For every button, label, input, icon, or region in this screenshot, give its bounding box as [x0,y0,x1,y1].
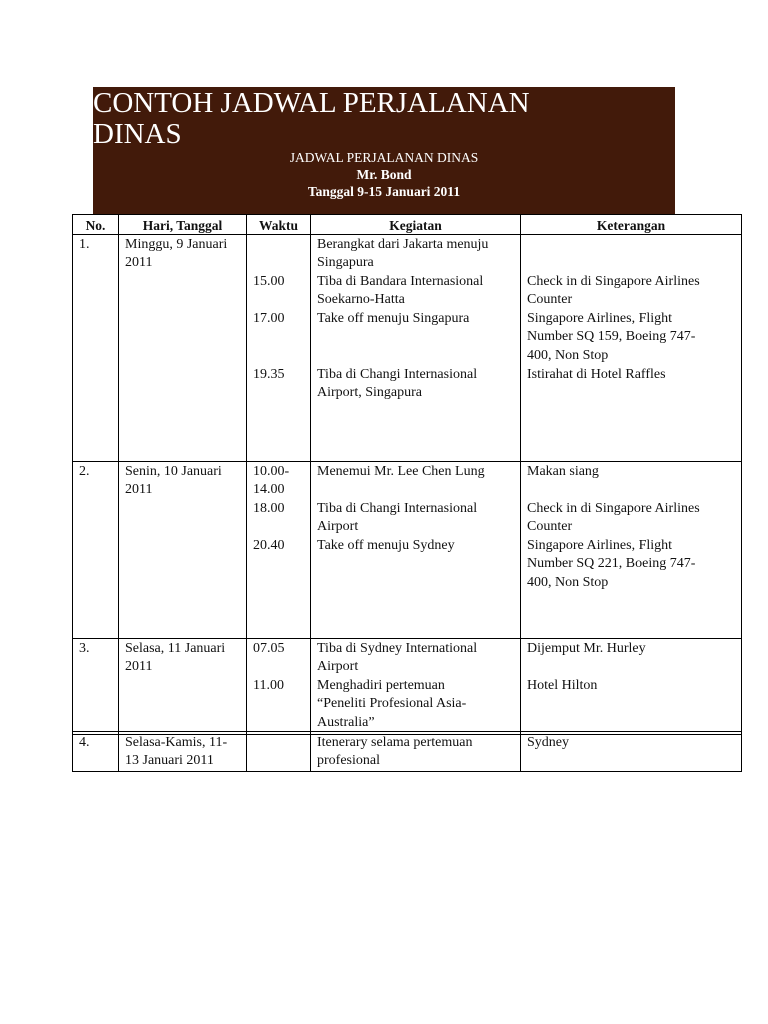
column-divider [310,215,311,771]
row-activity: Tiba di Changi Internasional Airport [317,501,478,535]
row-activity: Itenerary selama pertemuan profesional [317,735,473,769]
row-note: Istirahat di Hotel Raffles [527,367,666,382]
row-note: Check in di Singapore Airlines Counter [527,501,700,535]
column-header-time: Waktu [258,218,299,233]
row-time: 07.05 [253,641,285,656]
row-note: Singapore Airlines, Flight Number SQ 221, Boeing 747- 400, Non Stop [527,538,696,590]
column-divider [246,215,247,771]
row-activity: Berangkat dari Jakarta menuju Singapura [317,237,489,271]
row-number: 4. [79,735,90,750]
row-divider [73,461,741,462]
row-activity: Tiba di Bandara Internasional Soekarno-Hatta [317,274,484,308]
date-range: Tanggal 9-15 Januari 2011 [307,184,461,199]
schedule-subtitle: JADWAL PERJALANAN DINAS [289,150,479,165]
row-time: 15.00 [253,274,285,289]
row-activity: Menemui Mr. Lee Chen Lung [317,464,485,479]
row-number: 2. [79,464,90,479]
row-activity: Tiba di Sydney International Airport [317,641,478,675]
traveler-name: Mr. Bond [356,167,412,182]
row-note: Makan siang [527,464,599,479]
row-day: Selasa-Kamis, 11- 13 Januari 2011 [125,735,228,769]
row-activity: Take off menuju Sydney [317,538,455,553]
row-day: Selasa, 11 Januari 2011 [125,641,226,675]
row-time: 19.35 [253,367,285,382]
schedule-table [72,214,742,772]
row-note: Hotel Hilton [527,678,598,693]
column-header-no: No. [85,218,106,233]
column-header-day: Hari, Tanggal [142,218,223,233]
document-title: CONTOH JADWAL PERJALANAN DINAS [93,87,530,150]
row-note: Check in di Singapore Airlines Counter [527,274,700,308]
row-note: Dijemput Mr. Hurley [527,641,646,656]
row-divider [73,638,741,639]
row-number: 1. [79,237,90,252]
column-divider [118,215,119,771]
row-number: 3. [79,641,90,656]
column-header-notes: Keterangan [596,218,666,233]
column-header-activity: Kegiatan [389,218,442,233]
row-activity: Tiba di Changi Internasional Airport, Singapura [317,367,478,401]
row-activity: Take off menuju Singapura [317,311,470,326]
column-divider [520,215,521,771]
row-time: 17.00 [253,311,285,326]
row-note: Sydney [527,735,569,750]
row-time: 10.00- 14.00 [253,464,290,498]
row-activity: Menghadiri pertemuan “Peneliti Profesional Asia- Australia” [317,678,467,730]
row-day: Senin, 10 Januari 2011 [125,464,222,498]
row-time: 20.40 [253,538,285,553]
document-header [93,87,675,215]
row-note: Singapore Airlines, Flight Number SQ 159, Boeing 747- 400, Non Stop [527,311,696,363]
row-time: 18.00 [253,501,285,516]
row-day: Minggu, 9 Januari 2011 [125,237,228,271]
row-time: 11.00 [253,678,284,693]
